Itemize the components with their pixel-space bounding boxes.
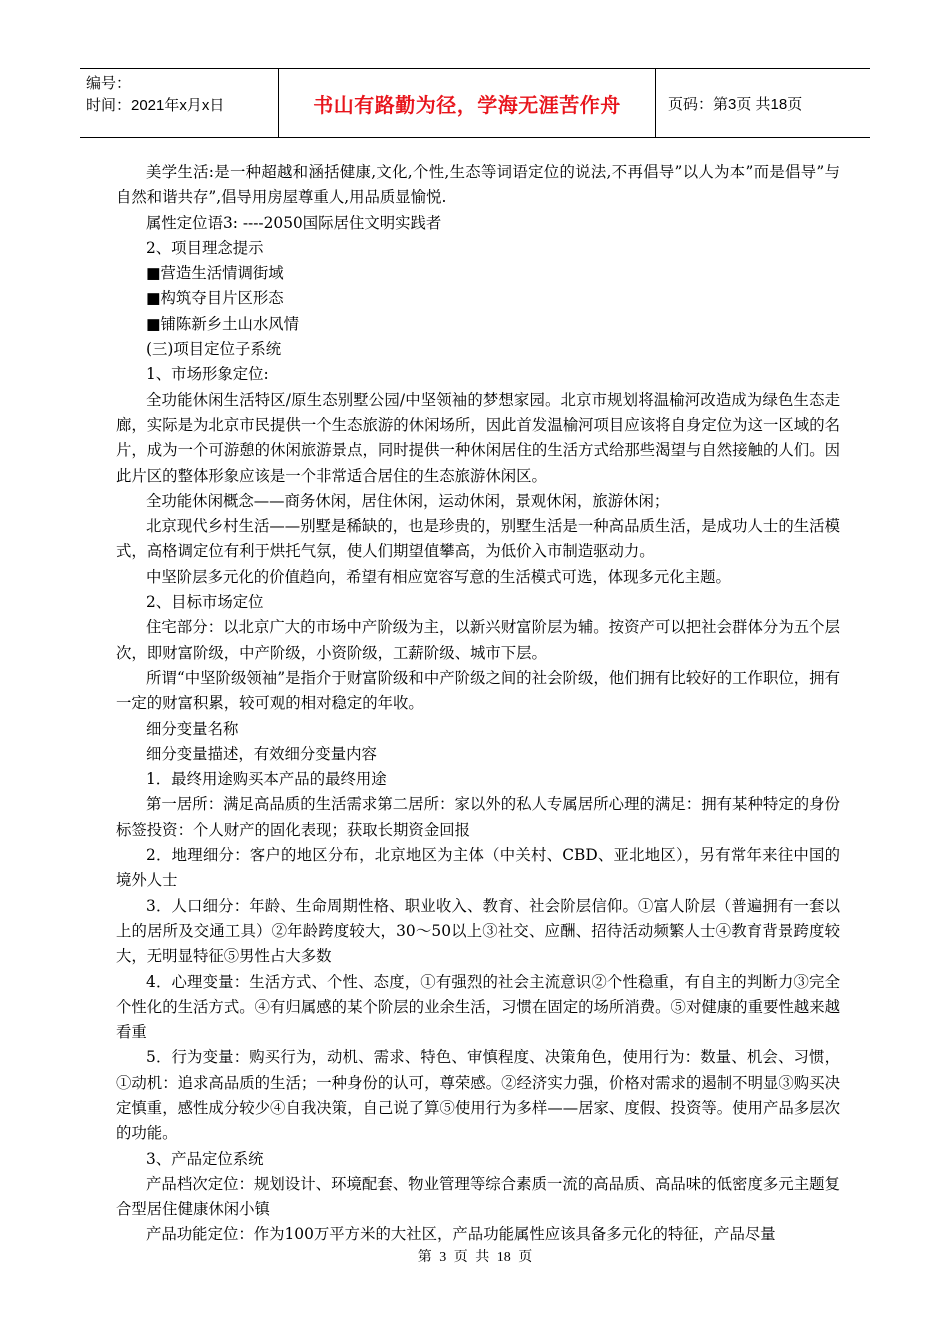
- paragraph: 2、项目理念提示: [146, 238, 264, 257]
- header-motto: 书山有路勤为径，学海无涯苦作舟: [279, 69, 656, 137]
- paragraph: 第一居所：满足高品质的生活需求第二居所：家以外的私人专属居所心理的满足：拥有某种特定的身份标签投资：个人财产的固化表现；获取长期资金回报: [116, 795, 840, 839]
- paragraph: 住宅部分：以北京广大的市场中产阶级为主，以新兴财富阶层为辅。按资产可以把社会群体分为五个层次，即财富阶级，中产阶级，小资阶级，工薪阶级、城市下层。: [116, 618, 840, 662]
- paragraph: 1．最终用途购买本产品的最终用途: [146, 770, 387, 789]
- paragraph: 属性定位语3: ----2050国际居住文明实践者: [146, 213, 442, 232]
- paragraph: 细分变量名称: [146, 719, 239, 738]
- paragraph: 北京现代乡村生活——别墅是稀缺的，也是珍贵的，别墅生活是一种高品质生活，是成功人士的生活模式，高格调定位有利于烘托气氛，使人们期望值攀高，为低价入市制造驱动力。: [116, 517, 840, 561]
- paragraph: 4．心理变量：生活方式、个性、态度，①有强烈的社会主流意识②个性稳重，有自主的判断力③完全个性化的生活方式。④有归属感的某个阶层的业余生活，习惯在固定的场所消费。⑤对健康的重要性越来越看重: [116, 972, 840, 1042]
- paragraph: 美学生活:是一种超越和涵括健康,文化,个性,生态等词语定位的说法,不再倡导”以人为本”而是倡导”与自然和谐共存”,倡导用房屋尊重人,用品质显愉悦.: [116, 163, 840, 207]
- header-meta: [80, 69, 279, 137]
- paragraph: ■构筑夺目片区形态: [146, 289, 284, 308]
- paragraph: 产品档次定位：规划设计、环境配套、物业管理等综合素质一流的高品质、高品味的低密度多元主题复合型居住健康休闲小镇: [116, 1174, 840, 1219]
- paragraph: 产品功能定位：作为100万平方米的大社区，产品功能属性应该具备多元化的特征，产品尽量: [146, 1225, 776, 1244]
- document-body: [116, 160, 840, 1248]
- paragraph: 所谓“中坚阶级领袖”是指介于财富阶级和中产阶级之间的社会阶级，他们拥有比较好的工作职位，拥有一定的财富积累，较可观的相对稳定的年收。: [116, 668, 840, 713]
- paragraph: (三)项目定位子系统: [146, 340, 282, 359]
- paragraph: ■营造生活情调街域: [146, 264, 284, 283]
- page-header: [80, 68, 870, 138]
- paragraph: 3．人口细分：年龄、生命周期性格、职业收入、教育、社会阶层信仰。①富人阶层（普遍拥有一套以上的居所及交通工具）②年龄跨度较大，30～50以上③社交、应酬、招待活动频繁人士④教育背景跨度较大，无明显特征⑤男性占大多数: [116, 896, 840, 966]
- paragraph: 全功能休闲概念——商务休闲，居住休闲，运动休闲，景观休闲，旅游休闲；: [146, 491, 670, 510]
- page-footer: 第 3 页 共 18 页: [417, 1250, 533, 1265]
- paragraph: 3、产品定位系统: [146, 1149, 264, 1168]
- paragraph: 全功能休闲生活特区/原生态别墅公园/中坚领袖的梦想家园。北京市规划将温榆河改造成为绿色生态走廊，实际是为北京市民提供一个生态旅游的休闲场所，因此首发温榆河项目应该将自身定位为这一区域的名片，成为一个可游憩的休闲旅游景点，同时提供一种休闲居住的生活方式给那些渴望与自然接触的人们。因此片区的整体形象应该是一个非常适合居住的生态旅游休闲区。: [116, 390, 840, 485]
- time-label: 时间：2021年x月x日: [86, 97, 225, 114]
- paragraph: 中坚阶层多元化的价值趋向，希望有相应宽容写意的生活模式可选，体现多元化主题。: [146, 567, 731, 586]
- paragraph: ■铺陈新乡土山水风情: [146, 314, 300, 333]
- paragraph: 5．行为变量：购买行为，动机、需求、特色、审慎程度、决策角色，使用行为：数量、机会、习惯，①动机：追求高品质的生活；一种身份的认可，尊荣感。②经济实力强，价格对需求的遏制不明显③购买决定慎重，感性成分较少④自我决策，自己说了算⑤使用行为多样——居家、度假、投资等。使用产品多层次的功能。: [116, 1048, 840, 1143]
- header-page-info: 页码：第3页 共18页: [668, 95, 803, 113]
- paragraph: 2、目标市场定位: [146, 593, 264, 612]
- number-label: 编号：: [86, 75, 132, 92]
- paragraph: 2．地理细分：客户的地区分布，北京地区为主体（中关村、CBD、亚北地区），另有常年来往中国的境外人士: [116, 846, 840, 890]
- paragraph: 细分变量描述，有效细分变量内容: [146, 744, 377, 763]
- paragraph: 1、市场形象定位:: [146, 365, 269, 384]
